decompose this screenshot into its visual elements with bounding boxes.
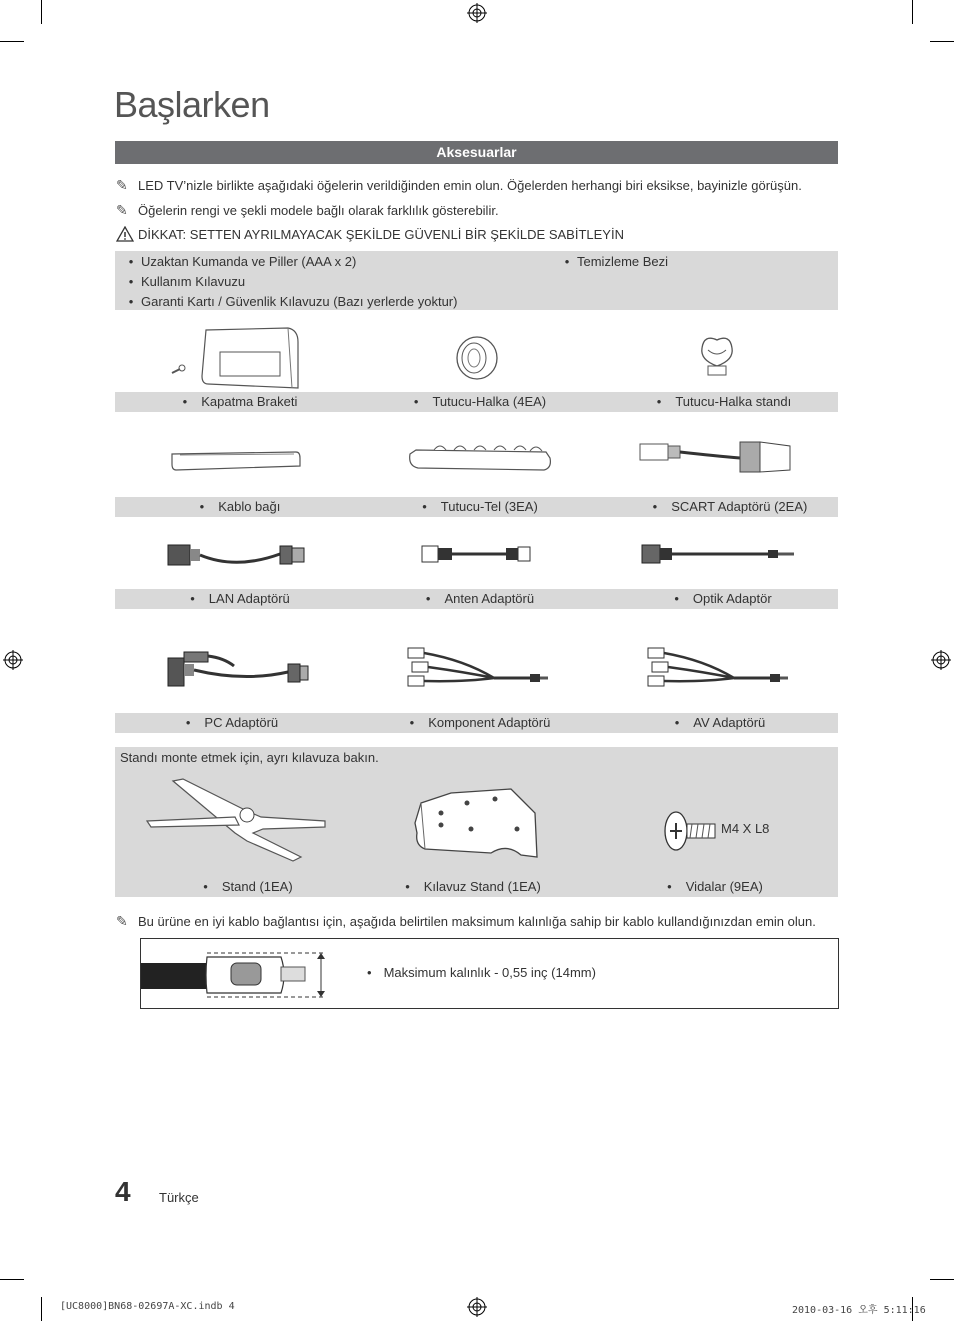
accessory-label: • Stand (1EA)	[203, 877, 292, 897]
crop-mark	[0, 1279, 24, 1280]
note-line: ✎ Öğelerin rengi ve şekli modele bağlı olarak farklılık gösterebilir.	[116, 202, 499, 218]
accessory-label: • SCART Adaptörü (2EA)	[653, 497, 808, 517]
accessory-label: • Tutucu-Tel (3EA)	[422, 497, 538, 517]
accessory-label: • Komponent Adaptörü	[410, 713, 551, 733]
screw-size-label: M4 X L8	[721, 821, 770, 836]
registration-mark-icon	[467, 3, 487, 23]
cover-bracket-image	[168, 322, 308, 392]
stand-note: Standı monte etmek için, ayrı kılavuza bakın.	[120, 750, 379, 765]
registration-mark-icon	[467, 1297, 487, 1317]
page-number: 4	[115, 1176, 131, 1207]
pencil-note-icon: ✎	[116, 177, 128, 193]
note-line: ✎ Bu ürüne en iyi kablo bağlantısı için, aşağıda belirtilen maksimum kalınlığa sahip bir kablo kullandığınızdan emin olun.	[116, 913, 816, 929]
crop-mark	[0, 41, 24, 42]
page-language: Türkçe	[159, 1190, 199, 1205]
crop-mark	[912, 0, 913, 24]
registration-mark-icon	[3, 650, 23, 670]
holder-ring-stand-image	[692, 330, 742, 380]
pencil-note-icon: ✎	[116, 913, 128, 929]
pencil-note-icon: ✎	[116, 202, 128, 218]
antenna-adapter-image	[420, 540, 532, 568]
accessory-label: • Kablo bağı	[200, 497, 281, 517]
accessory-label: • Vidalar (9EA)	[667, 877, 763, 897]
warning-icon	[116, 226, 134, 242]
accessory-label: • Tutucu-Halka (4EA)	[414, 392, 546, 412]
accessory-label: • PC Adaptörü	[186, 713, 278, 733]
optical-adapter-image	[640, 540, 796, 568]
accessory-label: • AV Adaptörü	[675, 713, 766, 733]
accessory-label-row	[115, 392, 838, 412]
crop-mark	[930, 1279, 954, 1280]
accessory-label: • Tutucu-Halka standı	[657, 392, 791, 412]
registration-mark-icon	[931, 650, 951, 670]
footer-timestamp: 2010-03-16 오후 5:11:16	[792, 1305, 926, 1316]
cable-spec-text: • Maksimum kalınlık - 0,55 inç (14mm)	[367, 965, 596, 980]
accessory-label-row	[115, 589, 838, 609]
list-item: • Kullanım Kılavuzu	[121, 272, 457, 292]
guide-stand-image	[411, 783, 541, 861]
accessory-label-row	[115, 497, 838, 517]
cable-tie-image	[168, 446, 304, 476]
screw-image	[662, 809, 720, 853]
list-item: • Uzaktan Kumanda ve Piller (AAA x 2)	[121, 252, 457, 272]
note-line: ✎ LED TV’nizle birlikte aşağıdaki öğelerin verildiğinden emin olun. Öğelerden herhangi biri eksikse, bayinizle görüşün.	[116, 177, 802, 193]
holder-ring-image	[452, 334, 502, 382]
crop-mark	[930, 41, 954, 42]
lan-adapter-image	[166, 540, 308, 570]
accessory-label: • Kapatma Braketi	[183, 392, 298, 412]
page-title: Başlarken	[114, 84, 270, 125]
list-item: • Temizleme Bezi	[557, 252, 668, 272]
stand-box	[115, 747, 838, 897]
cable-thickness-image	[141, 947, 333, 999]
accessory-label: • Anten Adaptörü	[426, 589, 534, 609]
included-items-box	[115, 251, 838, 310]
pc-adapter-image	[164, 642, 310, 690]
stand-image	[143, 777, 329, 867]
av-adapter-image	[644, 644, 790, 690]
list-item: • Garanti Kartı / Güvenlik Kılavuzu (Bazı yerlerde yoktur)	[121, 292, 457, 312]
crop-mark	[41, 1297, 42, 1321]
component-adapter-image	[404, 644, 550, 690]
scart-adapter-image	[636, 436, 796, 480]
footer-file: [UC8000]BN68-02697A-XC.indb 4	[60, 1301, 235, 1312]
accessory-label: • LAN Adaptörü	[190, 589, 290, 609]
holder-wire-image	[404, 440, 554, 480]
crop-mark	[41, 0, 42, 24]
cable-spec-box	[140, 938, 839, 1009]
included-items-right	[557, 252, 668, 272]
accessory-label-row	[115, 713, 838, 733]
caution-line: DİKKAT: SETTEN AYRILMAYACAK ŞEKİLDE GÜVENLİ BİR ŞEKİLDE SABİTLEYİN	[116, 226, 624, 242]
accessory-label: • Kılavuz Stand (1EA)	[405, 877, 541, 897]
accessory-label: • Optik Adaptör	[674, 589, 771, 609]
section-header: Aksesuarlar	[115, 141, 838, 164]
included-items-left	[121, 252, 457, 312]
